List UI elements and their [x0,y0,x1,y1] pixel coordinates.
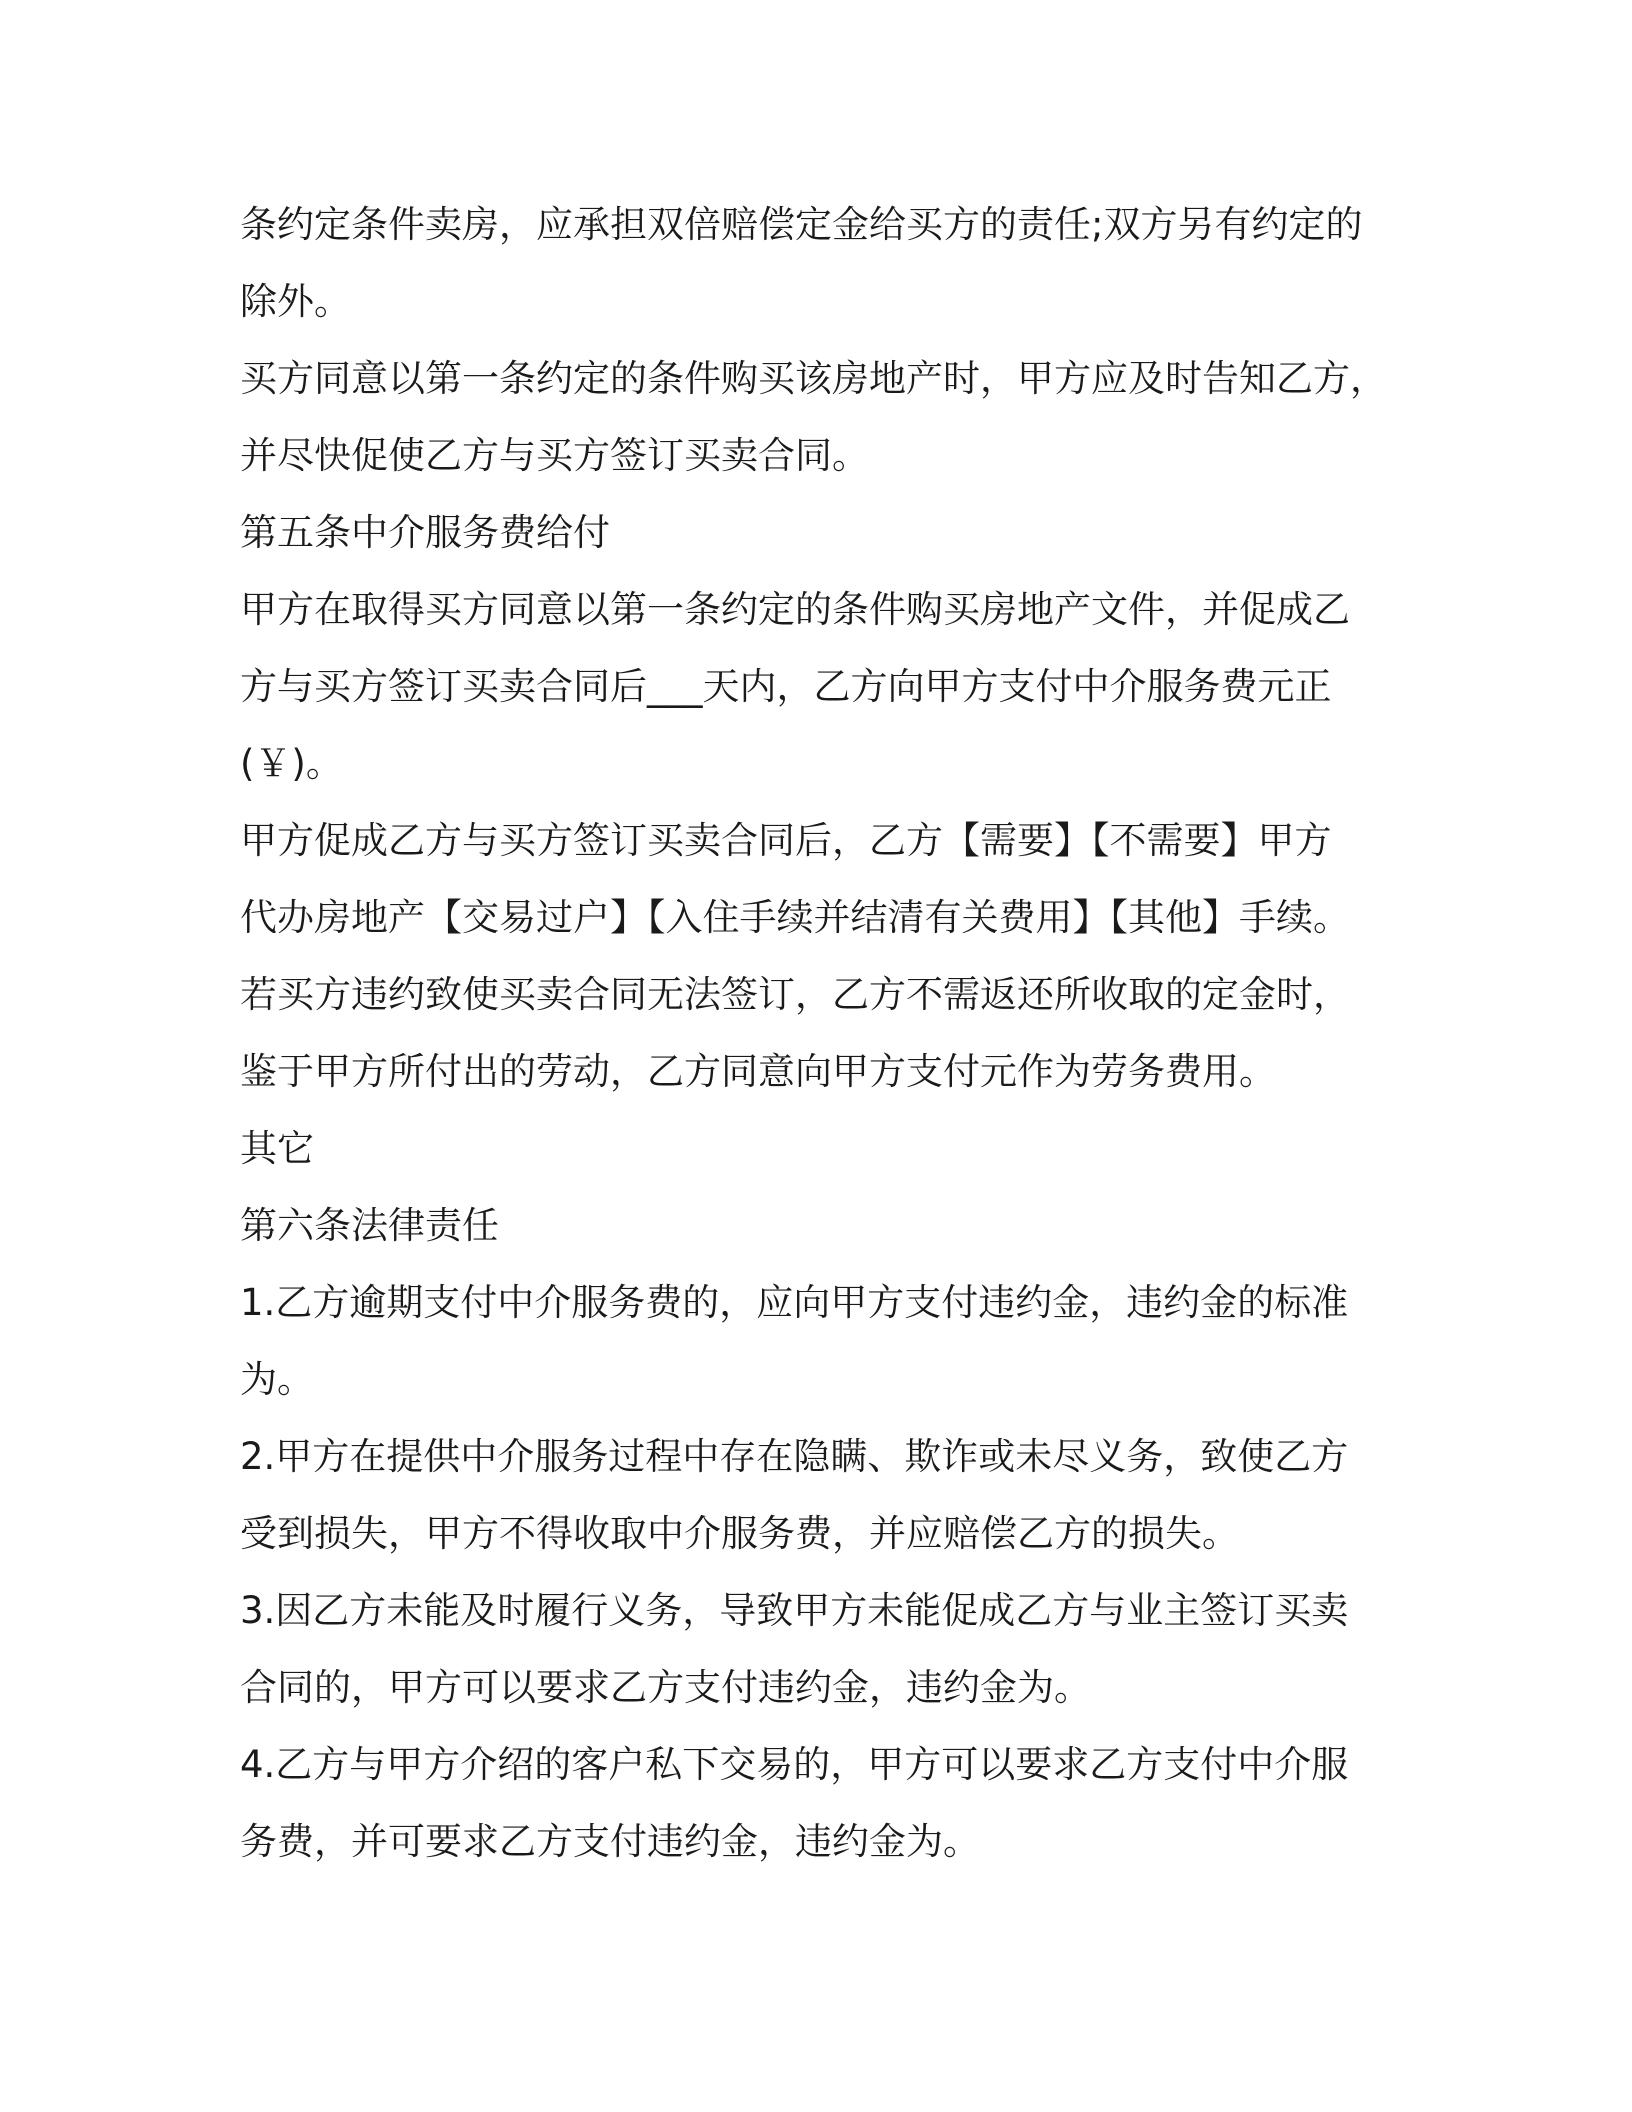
text-line: 方与买方签订买卖合同后___天内，乙方向甲方支付中介服务费元正 [240,665,1332,708]
text-line: 买方同意以第一条约定的条件购买该房地产时，甲方应及时告知乙方， [240,357,1387,400]
text-line: 代办房地产【交易过户】【入住手续并结清有关费用】【其他】手续。 [240,896,1350,939]
list-item: 4.乙方与甲方介绍的客户私下交易的，甲方可以要求乙方支付中介服 [240,1743,1349,1786]
text-line: 务费，并可要求乙方支付违约金，违约金为。 [240,1820,980,1863]
section-heading: 第六条法律责任 [240,1204,499,1247]
text-line: (￥)。 [240,742,343,785]
text-line: 为。 [240,1358,314,1401]
text-line: 受到损失，甲方不得收取中介服务费，并应赔偿乙方的损失。 [240,1512,1239,1555]
list-item: 1.乙方逾期支付中介服务费的，应向甲方支付违约金，违约金的标准 [240,1281,1349,1324]
text-line: 甲方促成乙方与买方签订买卖合同后，乙方【需要】【不需要】甲方 [240,819,1332,862]
text-line: 除外。 [240,280,351,323]
text-line: 合同的，甲方可以要求乙方支付违约金，违约金为。 [240,1666,1091,1709]
section-heading: 第五条中介服务费给付 [240,511,610,554]
list-item: 2.甲方在提供中介服务过程中存在隐瞒、欺诈或未尽义务，致使乙方 [240,1435,1349,1478]
text-line: 鉴于甲方所付出的劳动，乙方同意向甲方支付元作为劳务费用。 [240,1050,1276,1093]
text-line: 并尽快促使乙方与买方签订买卖合同。 [240,434,869,477]
text-line: 若买方违约致使买卖合同无法签订，乙方不需返还所收取的定金时， [240,973,1350,1016]
list-item: 3.因乙方未能及时履行义务，导致甲方未能促成乙方与业主签订买卖 [240,1589,1349,1632]
text-line: 其它 [240,1127,314,1170]
text-line: 条约定条件卖房，应承担双倍赔偿定金给买方的责任;双方另有约定的 [240,203,1363,246]
text-line: 甲方在取得买方同意以第一条约定的条件购买房地产文件，并促成乙 [240,588,1350,631]
document-body [240,186,1390,1880]
